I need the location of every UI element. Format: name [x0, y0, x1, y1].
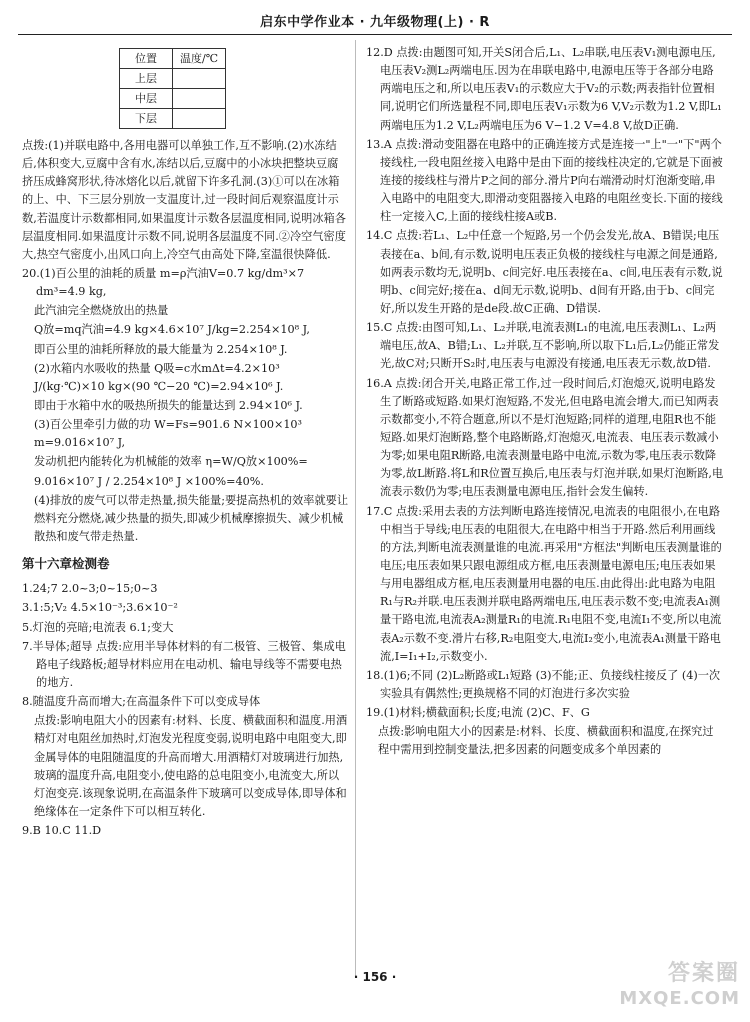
- answer-line: 5.灯泡的亮暗;电流表 6.1;变大: [22, 620, 174, 634]
- section-title: 第十六章检测卷: [22, 556, 110, 572]
- table-row: [120, 49, 226, 69]
- header-title: 启东中学作业本 · 九年级物理(上) · R: [260, 15, 490, 30]
- answer-20-line: 即百公里的油耗所释放的最大能量为 2.254×10⁸ J.: [34, 342, 288, 356]
- column-divider: [355, 40, 356, 977]
- answer-line: 1.24;7 2.0~3;0~15;0~3: [22, 582, 158, 596]
- answer-20-line: (3)百公里牵引力做的功 W=Fs=901.6 N×100×10³ m=9.016×10⁷ J,: [34, 418, 303, 450]
- answer-17: 17.C 点拨:采用去表的方法判断电路连接情况,电流表的电阻很小,在电路中相当于导线;电压表的电阻很大,在电路中相当于开路.然后利用画线的方法,判断电流表测量谁的电流.再采用"方框法"判断电压表测量谁的电压;电压表如果只跟电源组成方框,电压表测量电源电压;电压表如果与用电器组成方框,电压表测量用电器的电压.由此得出:此电路为电阻R₁与R₂并联.电压表测并联电路两端电压,电压表示数不变;电流表A₁测量干路电流,电流表A₂测量R₁的电流.R₁电阻不变,电流I₁不变,所以电流表A₂示数不变.滑片右移,R₂电阻变大,电流I₂变小,电流表A₁测量干路电流,I=I₁+I₂,示数变小.: [366, 504, 722, 663]
- answer-14: 14.C 点拨:若L₁、L₂中任意一个短路,另一个仍会发光,故A、B错误;电压表接在a、b间,有示数,说明电压表正负极的接线柱与电源之间是通路,如两表示数均无,说明b、c间完好.电压表接在a、c间,电压表有示数,说明b、c间完好;接在a、d间无示数,说明b、d间有开路,由于b、c间完好,所以发生开路的是de段.故C正确、D错误.: [366, 229, 723, 315]
- watermark-logo: [600, 960, 740, 1018]
- table-row: [120, 89, 226, 109]
- left-column: [22, 44, 349, 841]
- table-cell: [173, 109, 226, 129]
- answer-19-hint: 点拨:影响电阻大小的因素是:材料、长度、横截面积和温度,在探究过程中需用到控制变量法,把多因素的问题变成多个单因素的: [378, 725, 714, 757]
- watermark-text: 答案圈: [667, 961, 740, 986]
- answer-16: 16.A 点拨:闭合开关,电路正常工作,过一段时间后,灯泡熄灭,说明电路发生了断路或短路.如果灯泡短路,不发光,但电路电流会增大,而已知两表示数都变小,不符合题意,所以不是灯泡短路;同样的道理,电阻R也不能短路.如果灯泡断路,整个电路断路,灯泡熄灭,电流表、电压表示数减小为零;如果电阻R断路,电流表测量电路中电流,示数为零,电压表示数降为零,故L断路.将L和R位置互换后,电压表与灯泡并联,如果灯泡断路,电流表示数仍为零;电压表测量电源电压,指针会发生偏转.: [366, 376, 724, 499]
- answer-20-line: 即由于水箱中水的吸热所损失的能量达到 2.94×10⁶ J.: [34, 398, 303, 412]
- table-cell: 位置: [120, 49, 173, 69]
- right-column: [366, 44, 724, 760]
- header-rule: [18, 34, 732, 35]
- answer-20-line: Q放=mq汽油=4.9 kg×4.6×10⁷ J/kg=2.254×10⁸ J,: [34, 323, 310, 337]
- answer-15: 15.C 点拨:由图可知,L₁、L₂并联,电流表测L₁的电流,电压表测L₁、L₂两端电压,故A、B错;L₁、L₂并联,互不影响,所以取下L₁后,L₂仍能正常发光,故C对;只断开S₂时,电压表与电源没有接通,电压表无示数,故D错.: [366, 321, 720, 371]
- table-cell: 温度/℃: [173, 49, 226, 69]
- answer-12: 12.D 点拨:由题图可知,开关S闭合后,L₁、L₂串联,电压表V₁测电源电压,电压表V₂测L₂两端电压.因为在串联电路中,电源电压等于各部分电路两端电压之和,所以电压表V₁的示数应大于V₂的示数;两表指针位置相同,说明它们所选量程不同,即电压表V₁示数为6 V,V₂示数为1.2 V,即L₁两端电压为1.2 V,L₂两端电压为6 V−1.2 V=4.8 V,故D正确.: [366, 46, 722, 132]
- answer-line: 3.1:5;V₂ 4.5×10⁻³;3.6×10⁻²: [22, 601, 178, 615]
- page-header: [0, 0, 750, 40]
- answer-20-line: 20.(1)百公里的油耗的质量 m=ρ汽油V=0.7 kg/dm³×7 dm³=4.9 kg,: [22, 266, 305, 299]
- temperature-table: [119, 48, 226, 129]
- answer-20-line: 此汽油完全燃烧放出的热量: [34, 304, 169, 318]
- answer-line: 点拨:影响电阻大小的因素有:材料、长度、横截面积和温度.用酒精灯对电阻丝加热时,灯泡发光程度变弱,说明电路中电阻变大,即金属导体的电阻随温度的升高而增大.用酒精灯对玻璃进行加热,玻璃的温度升高,电阻变小,使电路的总电阻变小,电流变大,所以灯泡变亮.该现象说明,在高温条件下玻璃可以变成导体,即导体和绝缘体在一定条件下可以相互转化.: [34, 714, 348, 819]
- answer-line: 7.半导体;超导 点拨:应用半导体材料的有二极管、三极管、集成电路电子线路板;超导材料应用在电动机、输电导线等不需要电热的地方.: [22, 639, 346, 690]
- answer-line: 9.B 10.C 11.D: [22, 824, 102, 838]
- table-row: [120, 109, 226, 129]
- table-cell: 中层: [120, 89, 173, 109]
- watermark-url: MXQE.COM: [619, 988, 740, 1009]
- table-cell: 上层: [120, 69, 173, 89]
- answer-18: 18.(1)6;不同 (2)L₂断路或L₁短路 (3)不能;正、负接线柱接反了 (4)一次实验具有偶然性;更换规格不同的灯泡进行多次实验: [366, 668, 721, 700]
- page-number: · 156 ·: [353, 970, 397, 984]
- answer-20-line: 9.016×10⁷ J / 2.254×10⁸ J ×100%=40%.: [34, 474, 264, 488]
- answer-line: 8.随温度升高而增大;在高温条件下可以变成导体: [22, 695, 261, 709]
- answer-20-line: (4)排放的废气可以带走热量,损失能量;要提高热机的效率就要让燃料充分燃烧,减少热量的损失,即减少机械摩擦损失、减少机械散热和废气带走热量.: [34, 493, 349, 543]
- answer-20-line: 发动机把内能转化为机械能的效率 η=W/Q放×100%=: [34, 455, 308, 469]
- table-cell: 下层: [120, 109, 173, 129]
- answer-19-hint: 点拨:(1)并联电路中,各用电器可以单独工作,互不影响.(2)水冻结后,体积变大,豆腐中含有水,冻结以后,豆腐中的小冰块把整块豆腐挤压成蜂窝形状,待冰熔化以后,就留下许多孔洞.(3)①可以在冰箱的上、中、下三层分别放一支温度计,过一段时间后观察温度计示数,若温度计示数都相同,如果温度计示数各层温度相同,说明冰箱各层温度相同.如果温度计示数不同,说明各层温度不同.②冷空气密度大,热空气密度小,出风口向上,冷空气由高处下降,室温很快降低.: [22, 139, 346, 261]
- answer-20-line: (2)水箱内水吸收的热量 Q吸=c水mΔt=4.2×10³ J/(kg·℃)×10 kg×(90 ℃−20 ℃)=2.94×10⁶ J.: [34, 361, 284, 393]
- table-row: [120, 69, 226, 89]
- table-cell: [173, 89, 226, 109]
- answer-19: 19.(1)材料;横截面积;长度;电流 (2)C、F、G: [366, 706, 590, 720]
- answer-13: 13.A 点拨:滑动变阻器在电路中的正确连接方式是连接一"上"一"下"两个接线柱,一段电阻丝接入电路中是由下面的接线柱决定的,它就是下面被连接的接线柱与滑片P之间的部分.滑片P向右端滑动时灯泡渐变暗,串入电路中的电阻变大,即滑动变阻器接入电路的电阻丝变长.下面的接线柱一定接入C,上面的接线柱接A或B.: [366, 137, 723, 224]
- table-cell: [173, 69, 226, 89]
